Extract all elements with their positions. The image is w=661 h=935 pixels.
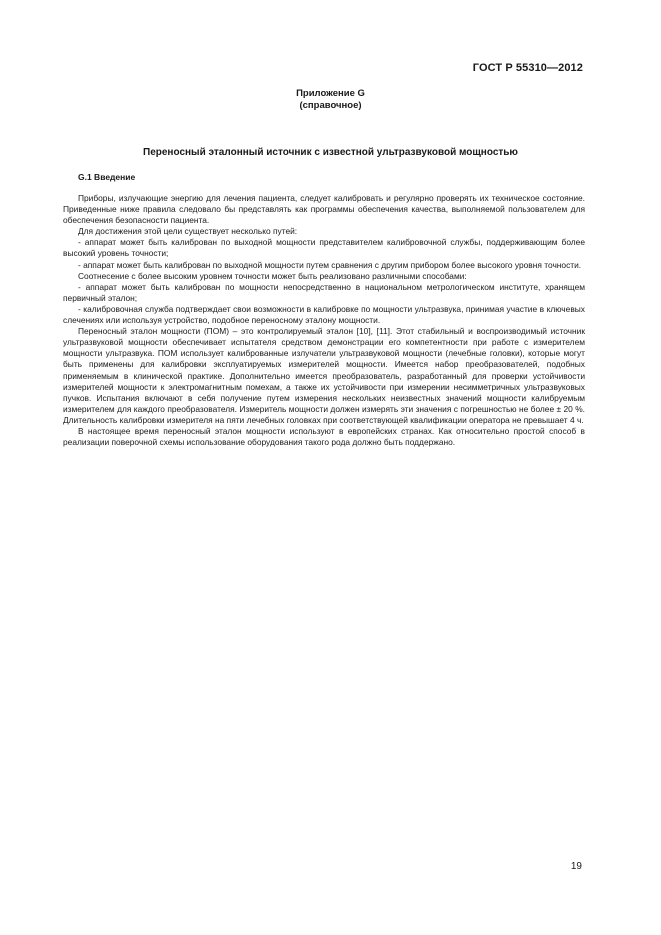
paragraph: Приборы, излучающие энергию для лечения пациента, следует калибровать и регулярно проверять их техническое состояние. Приведенные ниже правила следовало бы представлять как программы обеспечения качества, выполняемой пользователем для обеспечения безопасности пациента.: [63, 193, 585, 226]
list-item: - калибровочная служба подтверждает свои возможности в калибровке по мощности ультразвука, принимая участие в ключевых слечениях или используя устройство, подобное переносному эталону мощности.: [63, 303, 585, 326]
section-body: [63, 193, 585, 448]
paragraph: Для достижения этой цели существует несколько путей:: [78, 226, 298, 237]
section-heading: G.1 Введение: [78, 172, 136, 182]
list-item: - аппарат может быть калиброван по выходной мощности представителем калибровочной службы, поддерживающим более высокий уровень точности;: [63, 237, 585, 259]
list-item: - аппарат может быть калиброван по мощности непосредственно в национальном метрологическом институте, хранящем первичный эталон;: [63, 281, 585, 303]
appendix-kind: (справочное): [299, 100, 362, 111]
paragraph: Соотнесение с более высоким уровнем точности может быть реализовано различными способами:: [78, 270, 467, 281]
paragraph: Переносный эталон мощности (ПОМ) – это контролируемый эталон [10], [11]. Этот стабильный и воспроизводимый источник ультразвуковой мощности обеспечивает испытателя средством демонстрации его компетентности при работе с измерителем мощности ультразвука. ПОМ использует калиброванные излучатели ультразвуковой мощности (лечебные головки), которые могут быть применены для калибровки эксплуатируемых измерителей мощности. Имеется набор преобразователей, подобных применяемым в клинической практике. Дополнительно имеется преобразователь, разработанный для проверки устойчивости измерителей мощности к электромагнитным помехам, а также их устойчивости при измерении несимметричных ультразвуковых пучков. Испытания включают в себя получение путем измерения нескольких неизвестных значений мощности калибруемым измерителем для каждого преобразователя. Измеритель мощности должен измерять эти значения с погрешностью не более ± 20 %. Длительность калибровки измерителя на пяти лечебных головках при соответствующей квалификации оператора не превышает 4 ч.: [63, 326, 585, 425]
list-item: - аппарат может быть калиброван по выходной мощности путем сравнения с другим прибором более высокого уровня точности.: [78, 259, 582, 270]
appendix-block: [0, 88, 661, 112]
standard-code: ГОСТ Р 55310—2012: [472, 62, 583, 74]
document-title: Переносный эталонный источник с известной ультразвуковой мощностью: [143, 147, 518, 158]
page-number: 19: [570, 861, 582, 872]
appendix-label: Приложение G: [296, 88, 365, 99]
paragraph: В настоящее время переносный эталон мощности используют в европейских странах. Как относительно простой способ в реализации поверочной схемы использование оборудования такого рода должно быть поддержано.: [63, 425, 585, 448]
